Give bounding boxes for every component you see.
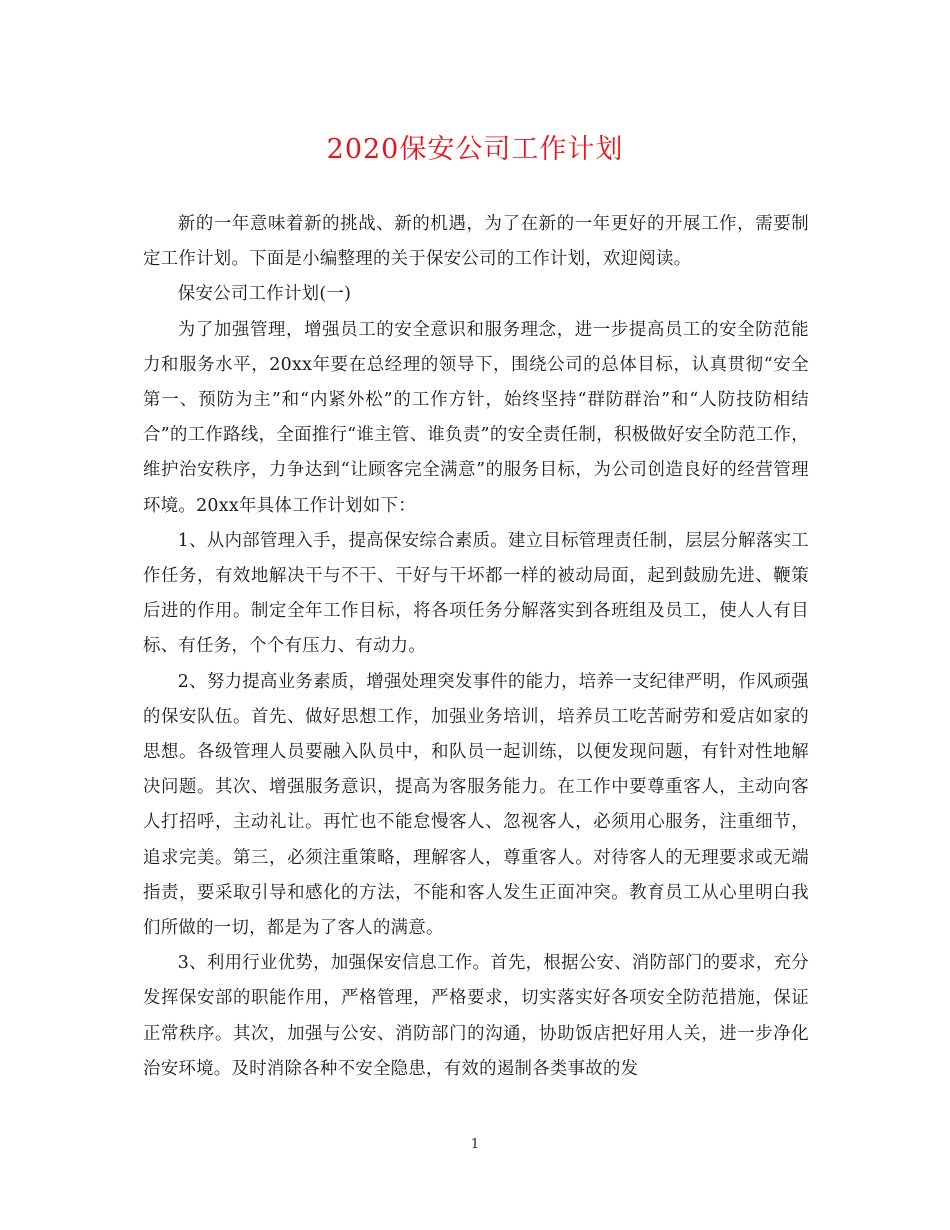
body-paragraph: 1、从内部管理入手，提高保安综合素质。建立目标管理责任制，层层分解落实工作任务，有效地解决干与不干、干好与干坏都一样的被动局面，起到鼓励先进、鞭策后进的作用。制定全年工作目标，将各项任务分解落实到各班组及员工，使人人有目标、有任务，个个有压力、有动力。 bbox=[143, 530, 809, 657]
body-paragraph: 为了加强管理，增强员工的安全意识和服务理念，进一步提高员工的安全防范能力和服务水平，20xx年要在总经理的领导下，围绕公司的总体目标，认真贯彻“安全第一、预防为主”和“内紧外松”的工作方针，始终坚持“群防群治”和“人防技防相结合”的工作路线，全面推行“谁主管、谁负责”的安全责任制，积极做好安全防范工作，维护治安秩序，力争达到“让顾客完全满意”的服务目标，为公司创造良好的经营管理环境。20xx年具体工作计划如下： bbox=[143, 319, 809, 516]
document-body bbox=[143, 207, 809, 1087]
intro-paragraph: 新的一年意味着新的挑战、新的机遇，为了在新的一年更好的开展工作，需要制定工作计划。下面是小编整理的关于保安公司的工作计划，欢迎阅读。 bbox=[143, 214, 809, 270]
body-paragraph: 3、利用行业优势，加强保安信息工作。首先，根据公安、消防部门的要求，充分发挥保安部的职能作用，严格管理，严格要求，切实落实好各项安全防范措施，保证正常秩序。其次，加强与公安、消防部门的沟通，协助饭店把好用人关，进一步净化治安环境。及时消除各种不安全隐患，有效的遏制各类事故的发 bbox=[143, 953, 809, 1079]
document-title: 2020保安公司工作计划 bbox=[326, 134, 624, 165]
section-heading: 保安公司工作计划(一) bbox=[177, 284, 352, 305]
body-paragraph: 2、努力提高业务素质，增强处理突发事件的能力，培养一支纪律严明，作风顽强的保安队伍。首先、做好思想工作，加强业务培训，培养员工吃苦耐劳和爱店如家的思想。各级管理人员要融入队员中，和队员一起训练，以便发现问题，有针对性地解决问题。其次、增强服务意识，提高为客服务能力。在工作中要尊重客人，主动向客人打招呼，主动礼让。再忙也不能怠慢客人、忽视客人，必须用心服务，注重细节，追求完美。第三，必须注重策略，理解客人，尊重客人。对待客人的无理要求或无端指责，要采取引导和感化的方法，不能和客人发生正面冲突。教育员工从心里明白我们所做的一切，都是为了客人的满意。 bbox=[143, 671, 809, 939]
page-number: 1 bbox=[470, 1137, 480, 1152]
